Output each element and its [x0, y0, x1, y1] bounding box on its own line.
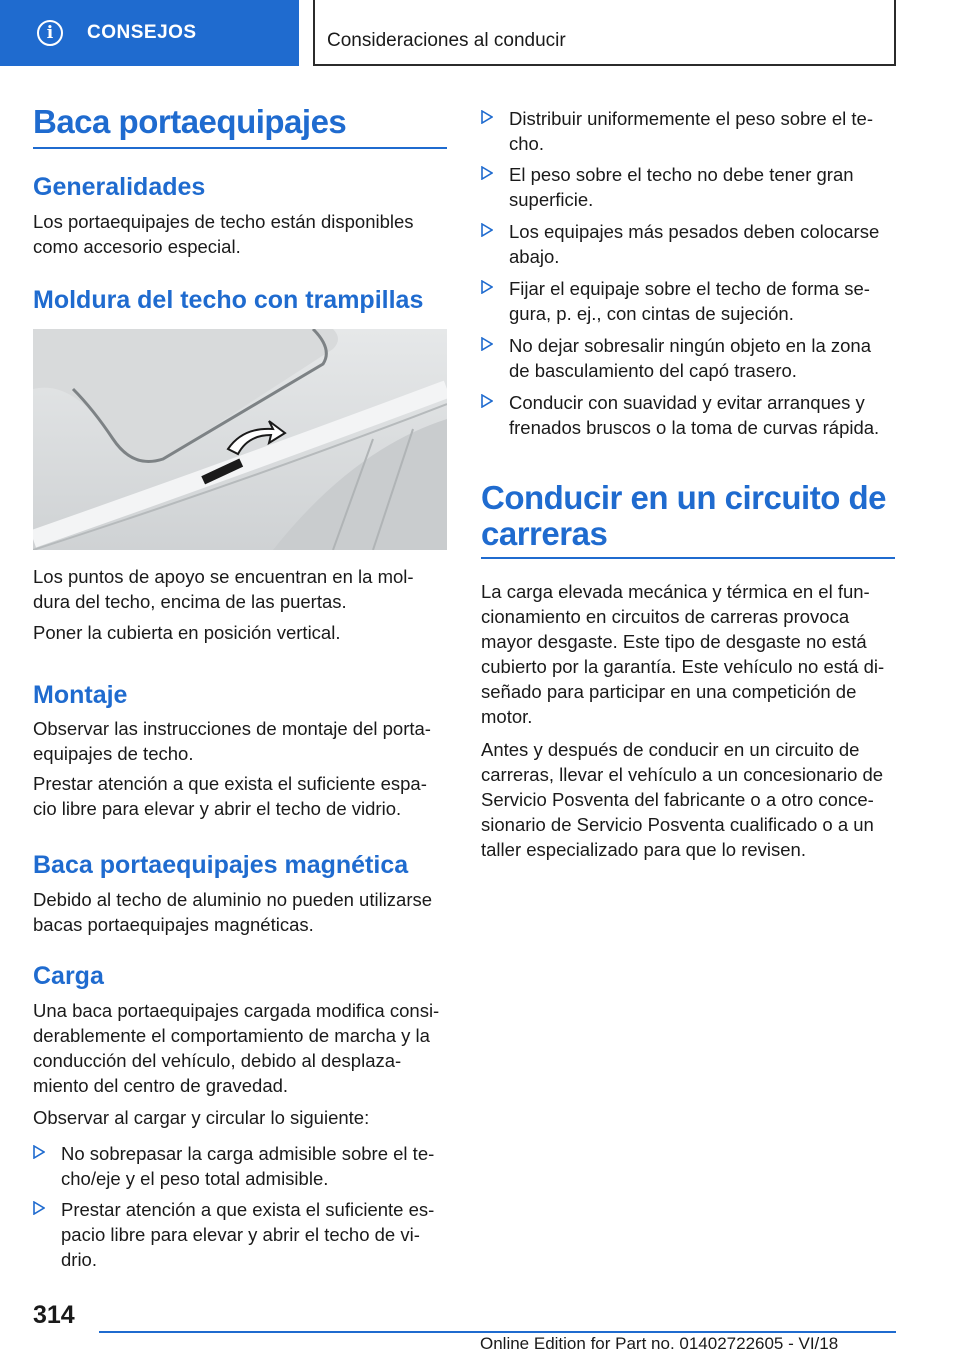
text-line: Los puntos de apoyo se encuentran en la mol-: [33, 566, 414, 587]
text-line: bacas portaequipajes magnéticas.: [33, 914, 314, 935]
text-line: mayor desgaste. Este tipo de desgaste no está: [481, 631, 867, 652]
triangle-bullet-icon: [481, 337, 493, 351]
paragraph-generalidades: [33, 209, 414, 259]
heading-montaje: Montaje: [33, 681, 128, 709]
title-line: carreras: [481, 515, 608, 552]
list-item-text: [509, 162, 854, 212]
roof-illustration: [33, 329, 447, 550]
text-line: dura del techo, encima de las puertas.: [33, 591, 347, 612]
text-line: taller especializado para que lo revisen.: [481, 839, 806, 860]
list-item-text: [509, 276, 870, 326]
text-line: cho/eje y el peso total admisible.: [61, 1168, 329, 1189]
text-line: Los portaequipajes de techo están disponibles: [33, 211, 414, 232]
page-number: 314: [33, 1301, 75, 1329]
text-line: derablemente el comportamiento de marcha y la: [33, 1025, 430, 1046]
triangle-bullet-icon: [481, 110, 493, 124]
edition-text: Online Edition for Part no. 01402722605 - VI/18: [480, 1334, 839, 1353]
paragraph-moldura-2: [33, 620, 340, 645]
heading-moldura: Moldura del techo con trampillas: [33, 286, 424, 314]
text-line: Antes y después de conducir en un circuito de: [481, 739, 860, 760]
list-item-text: [509, 333, 871, 383]
text-line: pacio libre para elevar y abrir el techo de vi-: [61, 1224, 420, 1245]
text-line: Una baca portaequipajes cargada modifica consi-: [33, 1000, 440, 1021]
heading-generalidades: Generalidades: [33, 173, 206, 201]
list-item-text: [509, 106, 873, 156]
paragraph-circuito-1: [481, 579, 884, 729]
title-rule: [481, 557, 895, 559]
text-line: frenados bruscos o la toma de curvas rápida.: [509, 417, 880, 438]
list-item-text: [509, 219, 879, 269]
text-line: drio.: [61, 1249, 97, 1270]
text-line: Observar al cargar y circular lo siguiente:: [33, 1107, 370, 1128]
text-line: abajo.: [509, 246, 560, 267]
chapter-title: Consideraciones al conducir: [327, 30, 566, 51]
text-line: Prestar atención a que exista el suficiente espa-: [33, 773, 427, 794]
text-line: miento del centro de gravedad.: [33, 1075, 289, 1096]
text-line: La carga elevada mecánica y térmica en el fun-: [481, 581, 870, 602]
text-line: Servicio Posventa del fabricante o a otro conce-: [481, 789, 874, 810]
title-rule: [33, 147, 447, 149]
triangle-bullet-icon: [481, 166, 493, 180]
section-title-circuito: [481, 480, 886, 552]
triangle-bullet-icon: [33, 1145, 45, 1159]
text-line: gura, p. ej., con cintas de sujeción.: [509, 303, 794, 324]
text-line: El peso sobre el techo no debe tener gran: [509, 164, 854, 185]
text-line: superficie.: [509, 189, 594, 210]
list-item-text: [509, 390, 879, 440]
text-line: de basculamiento del capó trasero.: [509, 360, 797, 381]
text-line: sionario de Servicio Posventa cualificado o a un: [481, 814, 874, 835]
text-line: cho.: [509, 133, 544, 154]
text-line: Prestar atención a que exista el suficiente es-: [61, 1199, 435, 1220]
footer-rule: [99, 1331, 896, 1333]
text-line: cionamiento en circuitos de carreras provoca: [481, 606, 850, 627]
paragraph-moldura-1: [33, 564, 414, 614]
text-line: Poner la cubierta en posición vertical.: [33, 622, 341, 643]
paragraph-montaje-2: [33, 771, 427, 821]
text-line: carreras, llevar el vehículo a un concesionario de: [481, 764, 884, 785]
text-line: como accesorio especial.: [33, 236, 241, 257]
chapter-box: [313, 0, 896, 66]
text-line: equipajes de techo.: [33, 743, 194, 764]
title-line: Conducir en un circuito de: [481, 479, 887, 516]
text-line: Fijar el equipaje sobre el techo de forma se-: [509, 278, 870, 299]
text-line: motor.: [481, 706, 533, 727]
paragraph-circuito-2: [481, 737, 883, 862]
text-line: Observar las instrucciones de montaje del porta-: [33, 718, 431, 739]
text-line: Los equipajes más pesados deben colocarse: [509, 221, 880, 242]
text-line: No sobrepasar la carga admisible sobre el te-: [61, 1143, 435, 1164]
triangle-bullet-icon: [481, 394, 493, 408]
info-icon: i: [37, 20, 63, 46]
text-line: conducción del vehículo, debido al desplaza-: [33, 1050, 402, 1071]
text-line: Distribuir uniformemente el peso sobre el te-: [509, 108, 873, 129]
heading-magnetica: Baca portaequipajes magnética: [33, 851, 409, 879]
list-item-text: [61, 1141, 434, 1191]
section-tab: [0, 0, 299, 66]
text-line: señado para participar en una competición de: [481, 681, 857, 702]
text-line: Debido al techo de aluminio no pueden utilizarse: [33, 889, 433, 910]
text-line: cubierto por la garantía. Este vehículo no está di-: [481, 656, 885, 677]
text-line: No dejar sobresalir ningún objeto en la zona: [509, 335, 872, 356]
text-line: cio libre para elevar y abrir el techo de vidrio.: [33, 798, 402, 819]
page-title: Baca portaequipajes: [33, 103, 347, 140]
paragraph-montaje-1: [33, 716, 431, 766]
text-line: Conducir con suavidad y evitar arranques y: [509, 392, 865, 413]
roof-photo: [33, 329, 447, 550]
paragraph-magnetica: [33, 887, 432, 937]
triangle-bullet-icon: [481, 280, 493, 294]
paragraph-carga-2: [33, 1105, 369, 1130]
paragraph-carga-1: [33, 998, 439, 1098]
triangle-bullet-icon: [481, 223, 493, 237]
heading-carga: Carga: [33, 962, 104, 990]
list-item-text: [61, 1197, 434, 1272]
triangle-bullet-icon: [33, 1201, 45, 1215]
section-label: CONSEJOS: [87, 22, 197, 43]
